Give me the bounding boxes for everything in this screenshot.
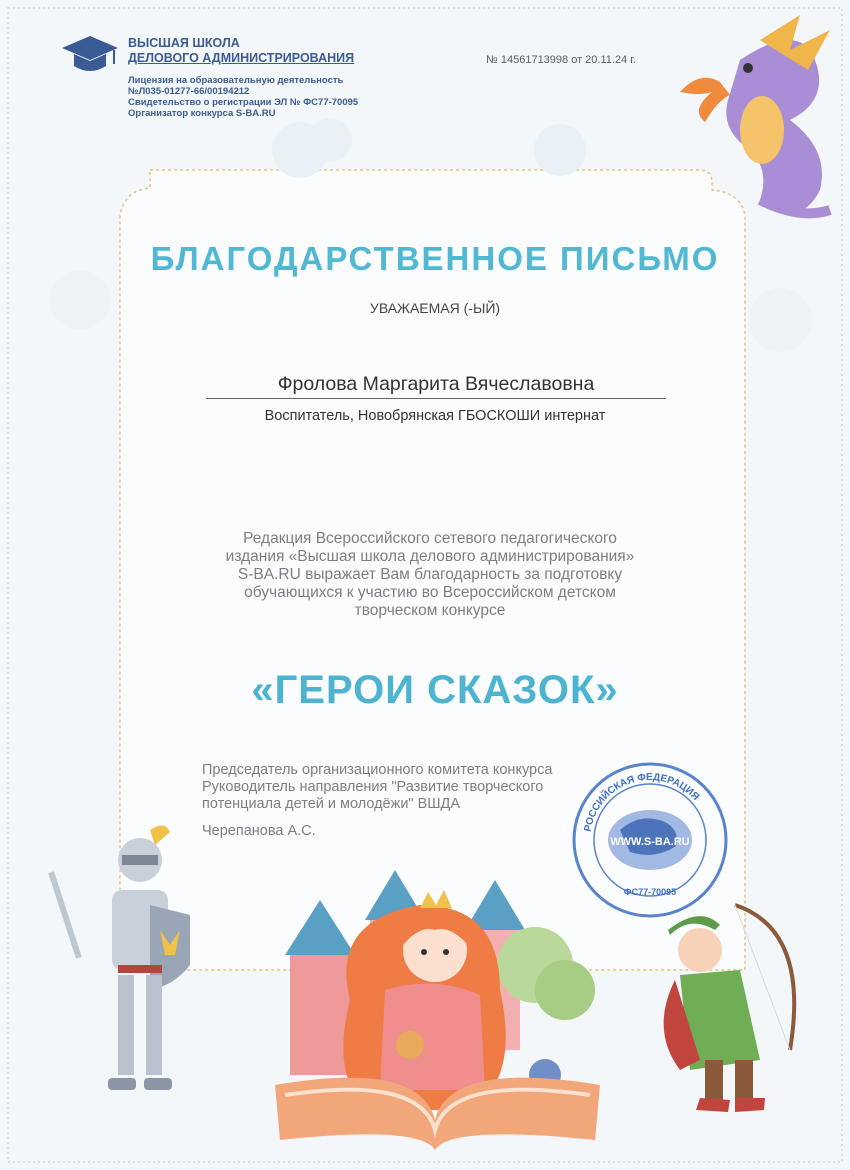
registration-line: Свидетельство о регистрации ЭЛ № ФС77-70095: [128, 97, 359, 108]
license-line: Лицензия на образовательную деятельность: [128, 75, 344, 86]
cloud-decoration: [308, 118, 352, 162]
license-number: №Л035-01277-66/00194212: [128, 86, 250, 97]
chair-title-line3: потенциала детей и молодёжи" ВШДА: [202, 796, 461, 812]
organizer-line: Организатор конкурса S-BA.RU: [128, 108, 276, 119]
signature-block: [202, 762, 552, 840]
document-number: № 14561713998 от 20.11.24 г.: [486, 54, 636, 66]
org-name-line2: ДЕЛОВОГО АДМИНИСТРИРОВАНИЯ: [128, 51, 355, 65]
cloud-decoration: [534, 124, 586, 176]
organization-name: [128, 36, 354, 66]
cloud-decoration: [748, 288, 812, 352]
letter-body: [170, 530, 690, 620]
salutation: УВАЖАЕМАЯ (-ЫЙ): [369, 300, 501, 316]
recipient-name: Фролова Маргарита Вячеславовна: [206, 373, 666, 399]
body-line: обучающихся к участию во Всероссийском детском: [244, 584, 616, 601]
recipient-position: Воспитатель, Новобрянская ГБОСКОШИ интернат: [264, 408, 606, 424]
chair-title-line1: Председатель организационного комитета конкурса: [202, 762, 553, 778]
graduation-cap-icon: [62, 36, 118, 71]
organization-details: [128, 75, 358, 119]
stamp-reg: ФС77-70095: [623, 887, 677, 897]
body-line: издания «Высшая школа делового администрирования»: [225, 548, 635, 565]
chair-title-line2: Руководитель направления "Развитие творческого: [202, 779, 544, 795]
body-line: S-BA.RU выражает Вам благодарность за подготовку: [237, 566, 623, 583]
signer-name: Черепанова А.С.: [202, 823, 316, 839]
org-name-line1: ВЫСШАЯ ШКОЛА: [128, 36, 240, 50]
body-line: Редакция Всероссийского сетевого педагогического: [243, 530, 617, 547]
stamp-top-text: РОССИЙСКАЯ ФЕДЕРАЦИЯ: [582, 771, 702, 833]
contest-name: «ГЕРОИ СКАЗОК»: [251, 668, 619, 712]
body-line: творческом конкурсе: [354, 602, 506, 619]
letter-title: БЛАГОДАРСТВЕННОЕ ПИСЬМО: [150, 240, 720, 277]
stamp-site: WWW.S-BA.RU: [610, 836, 690, 848]
